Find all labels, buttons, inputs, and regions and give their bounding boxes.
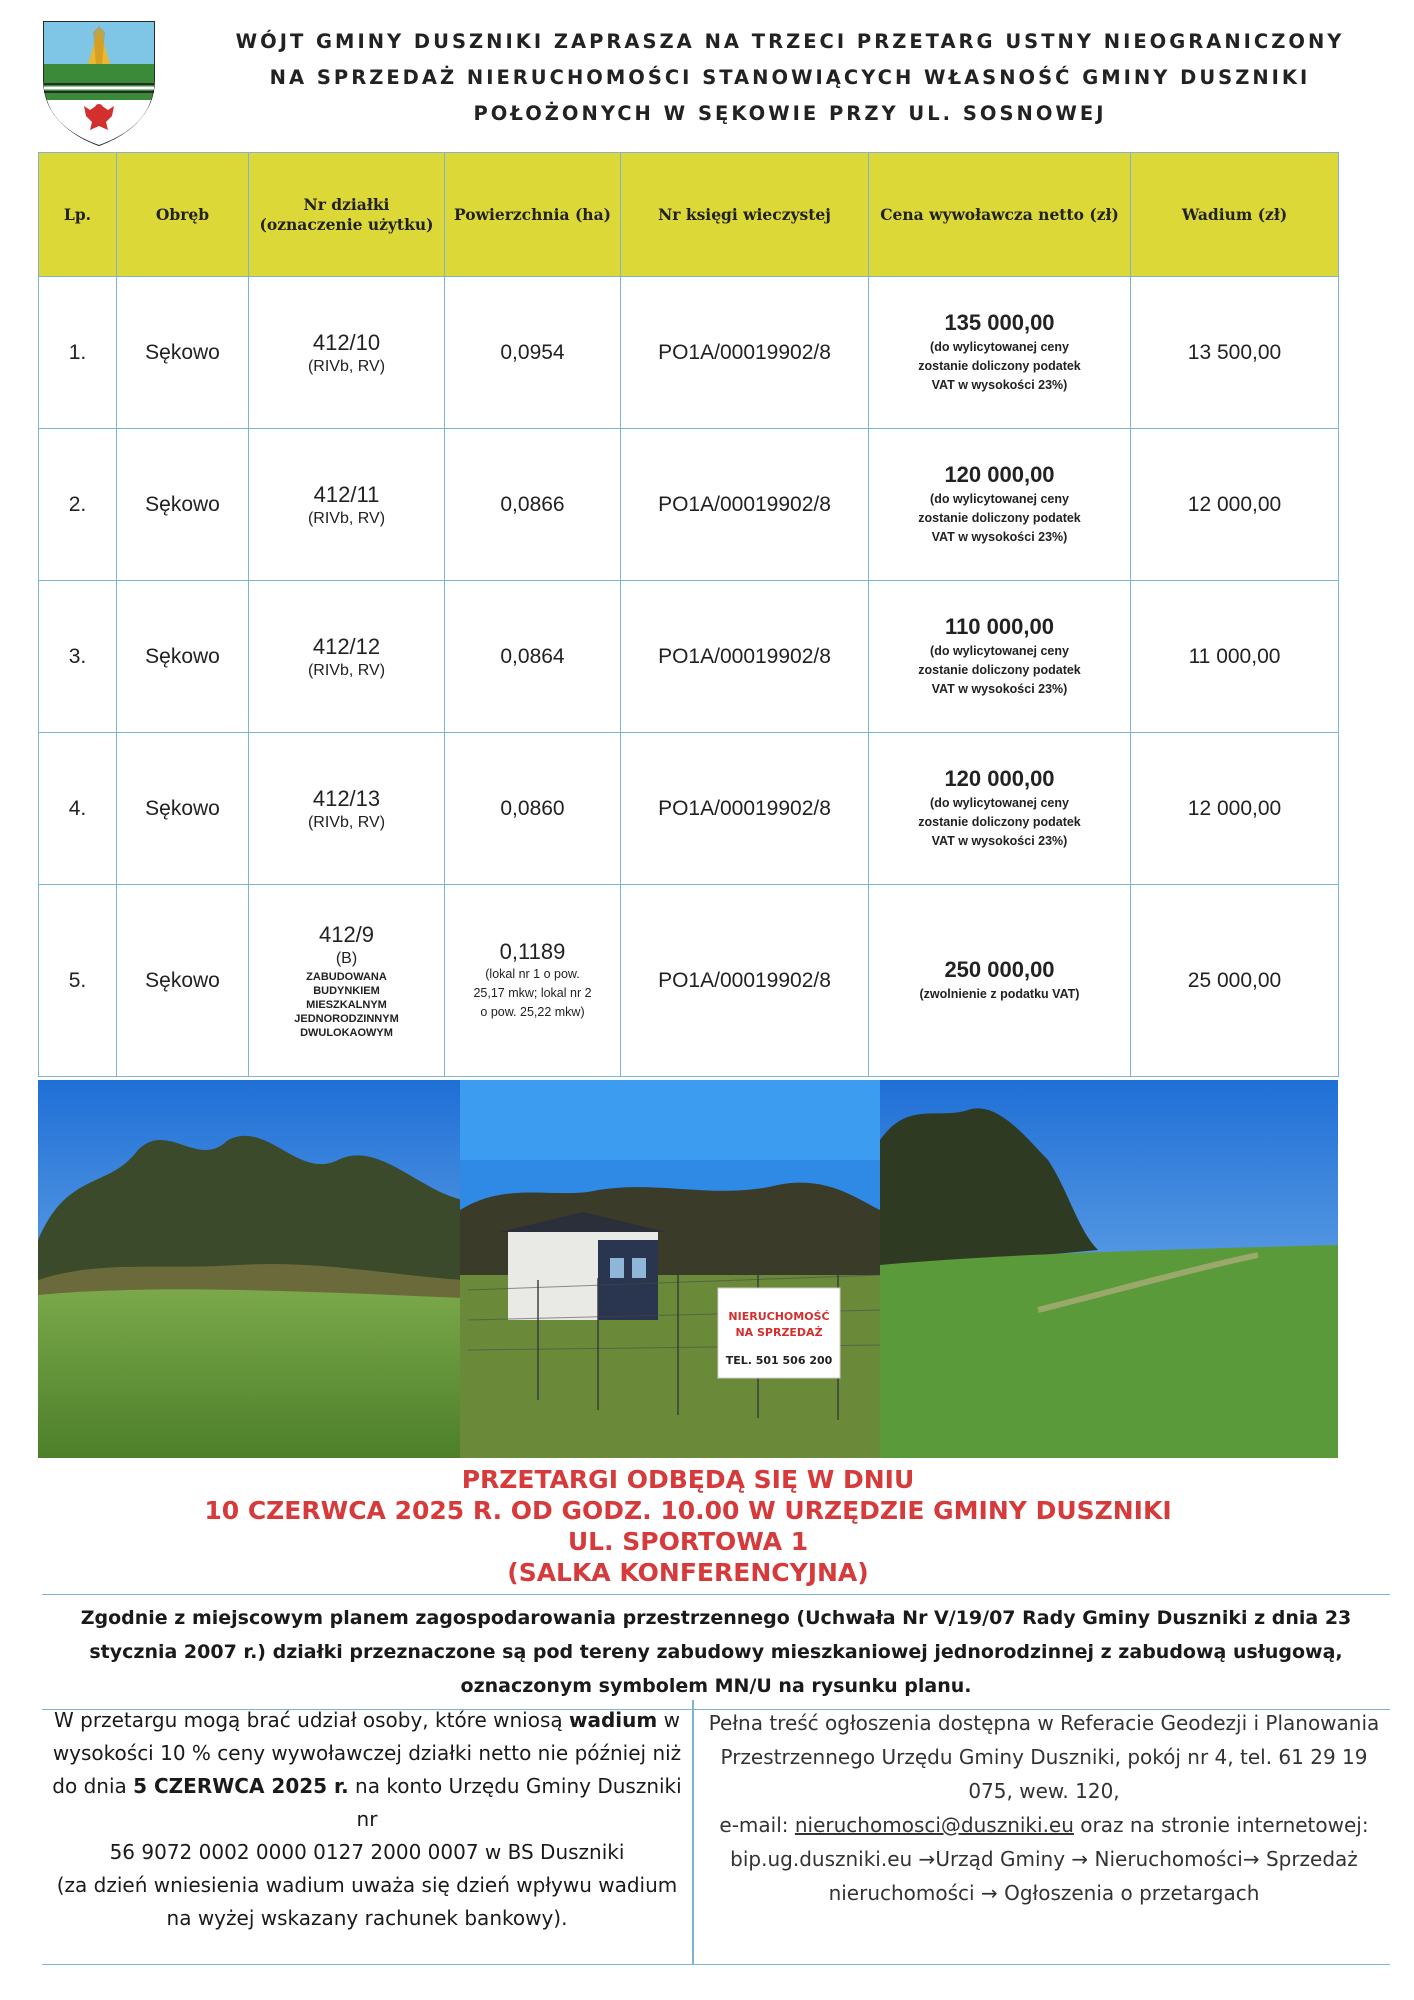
cell-area — [445, 885, 621, 1077]
photo-field-left — [38, 1080, 463, 1458]
property-table — [38, 152, 1339, 1077]
event-line-4: (SALKA KONFERENCYJNA) — [507, 1558, 869, 1587]
area-value: 0,1189 — [499, 939, 566, 964]
email-link[interactable]: nieruchomosci@duszniki.eu — [794, 1813, 1074, 1837]
price-value: 120 000,00 — [944, 462, 1055, 487]
contact-text-2: oraz na stronie internetowej: bip.ug.duszniki.eu →Urząd Gminy → Nieruchomości→ Sprzedaż nieruchomości → Ogłoszenia o przetargach — [730, 1813, 1369, 1905]
plot-use: (RIVb, RV) — [307, 509, 386, 527]
deposit-bold: wadium — [568, 1708, 658, 1732]
cell-lp: 1. — [39, 277, 117, 429]
cell-obreb: Sękowo — [117, 885, 249, 1077]
cell-price — [869, 277, 1131, 429]
price-value: 135 000,00 — [944, 310, 1055, 335]
cell-lp: 4. — [39, 733, 117, 885]
table-row — [39, 885, 1339, 1077]
table-row — [39, 429, 1339, 581]
plot-use-note: ZABUDOWANA BUDYNKIEM MIESZKALNYM JEDNORODZINNYM DWULOKAOWYM — [294, 970, 399, 1039]
event-line-2: 10 CZERWCA 2025 R. OD GODZ. 10.00 W URZĘDZIE GMINY DUSZNIKI — [204, 1496, 1172, 1525]
photo-house-for-sale — [460, 1080, 880, 1458]
header-wadium: Wadium (zł) — [1131, 153, 1339, 277]
plot-use: (RIVb, RV) — [307, 661, 386, 679]
cell-wadium: 13 500,00 — [1131, 277, 1339, 429]
plot-use: (B) — [335, 949, 358, 967]
table-row — [39, 277, 1339, 429]
cell-kw: PO1A/00019902/8 — [621, 885, 869, 1077]
header-lp: Lp. — [39, 153, 117, 277]
table-header-row — [39, 153, 1339, 277]
zoning-plan-text: Zgodnie z miejscowym planem zagospodarowania przestrzennego (Uchwała Nr V/19/07 Rady Gminy Duszniki z dnia 23 stycznia 2007 r.) działki przeznaczone są pod tereny zabudowy mieszkaniowej jednorodzinnej z zabudową usługową, oznaczonym symbolem MN/U na rysunku planu. — [42, 1594, 1390, 1710]
cell-obreb: Sękowo — [117, 733, 249, 885]
column-divider — [692, 1700, 694, 1964]
event-line-1: PRZETARGI ODBĘDĄ SIĘ W DNIU — [461, 1465, 915, 1494]
deposit-text-1: W przetargu mogą brać udział osoby, które wniosą — [54, 1708, 563, 1732]
deposit-text-4: (za dzień wniesienia wadium uważa się dzień wpływu wadium na wyżej wskazany rachunek bankowy). — [56, 1873, 678, 1930]
sign-line-1: NIERUCHOMOŚĆ — [728, 1310, 830, 1323]
header-line-3: POŁOŻONYCH W SĘKOWIE PRZY UL. SOSNOWEJ — [473, 102, 1107, 125]
deposit-text-3: na konto Urzędu Gminy Duszniki nr — [348, 1774, 682, 1831]
cell-wadium: 25 000,00 — [1131, 885, 1339, 1077]
cell-dzialka — [249, 429, 445, 581]
cell-lp: 2. — [39, 429, 117, 581]
plot-use: (RIVb, RV) — [307, 357, 386, 375]
header-area: Powierzchnia (ha) — [445, 153, 621, 277]
table-row — [39, 581, 1339, 733]
plot-use: (RIVb, RV) — [307, 813, 386, 831]
cell-area: 0,0864 — [445, 581, 621, 733]
deposit-date: 5 CZERWCA 2025 r. — [133, 1774, 349, 1798]
header-price: Cena wywoławcza netto (zł) — [869, 153, 1131, 277]
cell-kw: PO1A/00019902/8 — [621, 581, 869, 733]
cell-obreb: Sękowo — [117, 429, 249, 581]
price-value: 120 000,00 — [944, 766, 1055, 791]
sign-line-3: TEL. 501 506 200 — [725, 1354, 833, 1367]
bank-account: 56 9072 0002 0000 0127 2000 0007 w BS Duszniki — [109, 1840, 625, 1864]
cell-lp: 5. — [39, 885, 117, 1077]
photo-field-right — [880, 1080, 1338, 1458]
cell-wadium: 11 000,00 — [1131, 581, 1339, 733]
cell-dzialka — [249, 581, 445, 733]
cell-kw: PO1A/00019902/8 — [621, 429, 869, 581]
cell-area: 0,0866 — [445, 429, 621, 581]
price-note: (zwolnienie z podatku VAT) — [919, 987, 1080, 1001]
plot-number: 412/12 — [312, 633, 381, 659]
auction-date-announcement — [38, 1464, 1338, 1588]
cell-area: 0,0954 — [445, 277, 621, 429]
price-value: 250 000,00 — [944, 957, 1055, 982]
cell-price — [869, 429, 1131, 581]
cell-lp: 3. — [39, 581, 117, 733]
price-note: (do wylicytowanej ceny zostanie doliczony podatek VAT w wysokości 23%) — [918, 492, 1081, 544]
cell-dzialka — [249, 733, 445, 885]
cell-kw: PO1A/00019902/8 — [621, 733, 869, 885]
cell-dzialka — [249, 277, 445, 429]
plot-number: 412/10 — [312, 329, 381, 355]
header-dzialka: Nr działki (oznaczenie użytku) — [249, 153, 445, 277]
deposit-info — [42, 1700, 692, 1964]
plot-number: 412/11 — [313, 481, 380, 507]
cell-wadium: 12 000,00 — [1131, 733, 1339, 885]
contact-text-1: Pełna treść ogłoszenia dostępna w Referacie Geodezji i Planowania Przestrzennego Urzędu Gminy Duszniki, pokój nr 4, tel. 61 29 19 075, wew. 120, — [708, 1711, 1380, 1803]
table-row — [39, 733, 1339, 885]
info-columns — [42, 1700, 1390, 1965]
price-note: (do wylicytowanej ceny zostanie doliczony podatek VAT w wysokości 23%) — [918, 644, 1081, 696]
plot-number: 412/9 — [318, 921, 375, 947]
cell-obreb: Sękowo — [117, 277, 249, 429]
header-line-2: NA SPRZEDAŻ NIERUCHOMOŚCI STANOWIĄCYCH WŁASNOŚĆ GMINY DUSZNIKI — [269, 66, 1311, 89]
cell-price — [869, 885, 1131, 1077]
price-note: (do wylicytowanej ceny zostanie doliczony podatek VAT w wysokości 23%) — [918, 340, 1081, 392]
deposit-text-2: w wysokości 10 % ceny wywoławczej działki netto nie później niż do dnia — [52, 1708, 682, 1798]
gmina-coat-of-arms-icon — [40, 18, 158, 148]
plot-number: 412/13 — [312, 785, 381, 811]
sign-line-2: NA SPRZEDAŻ — [735, 1326, 823, 1339]
cell-price — [869, 733, 1131, 885]
cell-area: 0,0860 — [445, 733, 621, 885]
price-value: 110 000,00 — [945, 614, 1054, 639]
event-line-3: UL. SPORTOWA 1 — [567, 1527, 809, 1556]
cell-kw: PO1A/00019902/8 — [621, 277, 869, 429]
header-line-1: WÓJT GMINY DUSZNIKI ZAPRASZA NA TRZECI PRZETARG USTNY NIEOGRANICZONY — [235, 30, 1345, 53]
header-kw: Nr księgi wieczystej — [621, 153, 869, 277]
cell-price — [869, 581, 1131, 733]
header-obreb: Obręb — [117, 153, 249, 277]
announcement-header — [200, 24, 1380, 132]
email-prefix: e-mail: — [719, 1813, 795, 1837]
cell-wadium: 12 000,00 — [1131, 429, 1339, 581]
cell-dzialka — [249, 885, 445, 1077]
area-note: (lokal nr 1 o pow. 25,17 mkw; lokal nr 2 o pow. 25,22 mkw) — [473, 967, 592, 1019]
property-photos — [38, 1080, 1338, 1458]
price-note: (do wylicytowanej ceny zostanie doliczony podatek VAT w wysokości 23%) — [918, 796, 1081, 848]
cell-obreb: Sękowo — [117, 581, 249, 733]
contact-info — [698, 1700, 1390, 1964]
